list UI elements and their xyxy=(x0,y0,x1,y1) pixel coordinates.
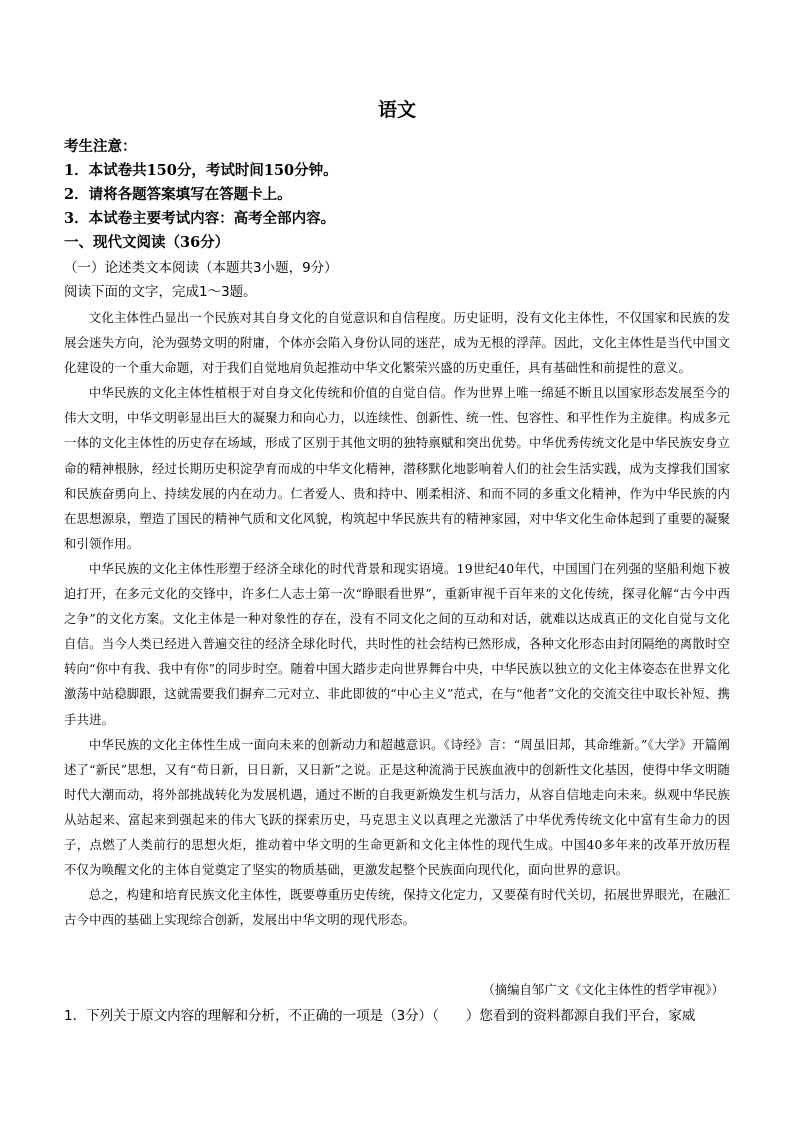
article-body xyxy=(64,305,730,932)
notice-item-2: 2．请将各题答案填写在答题卡上。 xyxy=(64,186,292,203)
article-paragraph: 文化主体性凸显出一个民族对其自身文化的自觉意识和自信程度。历史证明，没有文化主体性，不仅国家和民族的发展会迷失方向，沦为强势文明的附庸，个体亦会陷入身份认同的迷茫，成为无根的浮萍。因此，文化主体性是当代中国文化建设的一个重大命题，对于我们自觉地肩负起推动中华文化繁荣兴盛的历史重任，具有基础性和前提性的意义。 xyxy=(64,310,730,376)
sub-section-heading: （一）论述类文本阅读（本题共3小题，9分） xyxy=(64,260,338,276)
question-1: 1．下列关于原文内容的理解和分析，不正确的一项是（3分）（ ）您看到的资料都源自我们平台，家威 xyxy=(64,1008,696,1024)
notice-item-1: 1．本试卷共150分，考试时间150分钟。 xyxy=(64,162,338,179)
page-title: 语文 xyxy=(377,99,416,121)
article-paragraph: 中华民族的文化主体性植根于对自身文化传统和价值的自觉自信。作为世界上唯一绵延不断且以国家形态发展至今的伟大文明，中华文明彰显出巨大的凝聚力和向心力，以连续性、创新性、统一性、包容性、和平性作为主旋律。构成多元一体的文化主体性的历史存在场域，形成了区别于其他文明的独特禀赋和突出优势。中华优秀传统文化是中华民族安身立命的精神根脉，经过长期历史积淀孕育而成的中华文化精神，潜移默化地影响着人们的社会生活实践，成为支撑我们国家和民族奋勇向上、持续发展的内在动力。仁者爱人、贵和持中、刚柔相济、和而不同的多重文化精神，作为中华民族的内在思想源泉，塑造了国民的精神气质和文化风貌，构筑起中华民族共有的精神家园，对中华文化生命体起到了重要的凝聚和引领作用。 xyxy=(64,385,730,551)
section-heading: 一、现代文阅读（36分） xyxy=(64,234,230,251)
notice-heading: 考生注意： xyxy=(64,138,137,155)
article-paragraph: 中华民族的文化主体性生成一面向未来的创新动力和超越意识。《诗经》言：“周虽旧邦，其命维新。”《大学》开篇阐述了“新民”思想，又有“苟日新，日日新，又日新”之说。正是这种流淌于民族血液中的创新性文化基因，使得中华文明随时代大潮而动，将外部挑战转化为发展机遇，通过不断的自我更新焕发生机与活力，从容自信地走向未来。纵观中华民族从站起来、富起来到强起来的伟大飞跃的探索历史，马克思主义以真理之光激活了中华优秀传统文化中富有生命力的因子，点燃了人类前行的思想火炬，推动着中华文明的生命更新和文化主体性的现代生成。中国40多年来的改革开放历程不仅为唤醒文化的主体自觉奠定了坚实的物质基础，更激发起整个民族面向现代化，面向世界的意识。 xyxy=(64,736,730,878)
article-paragraph: 中华民族的文化主体性形塑于经济全球化的时代背景和现实语境。19世纪40年代，中国国门在列强的坚船利炮下被迫打开，在多元文化的交锋中，许多仁人志士第一次“睁眼看世界”，重新审视千百年来的文化传统，探寻化解“古今中西之争”的文化方案。文化主体是一种对象性的存在，没有不同文化之间的互动和对话，就难以达成真正的文化自觉与文化自信。当今人类已经进入普遍交往的经济全球化时代，共时性的社会结构已然形成，各种文化形态由封闭隔绝的离散时空转向“你中有我、我中有你”的同步时空。随着中国大踏步走向世界舞台中央，中华民族以独立的文化主体姿态在世界文化激荡中站稳脚跟，这就需要我们摒弃二元对立、非此即彼的“中心主义”范式，在与“他者”文化的交流交往中取长补短、携手共进。 xyxy=(64,560,730,727)
article-source: （摘编自邹广文《文化主体性的哲学审视》） xyxy=(482,982,724,997)
reading-instruction: 阅读下面的文字，完成1～3题。 xyxy=(64,284,257,300)
notice-item-3: 3．本试卷主要考试内容：高考全部内容。 xyxy=(64,210,336,227)
article-paragraph: 总之，构建和培育民族文化主体性，既要尊重历史传统，保持文化定力，又要葆有时代关切，拓展世界眼光，在融汇古今中西的基础上实现综合创新，发展出中华文明的现代形态。 xyxy=(64,887,730,928)
